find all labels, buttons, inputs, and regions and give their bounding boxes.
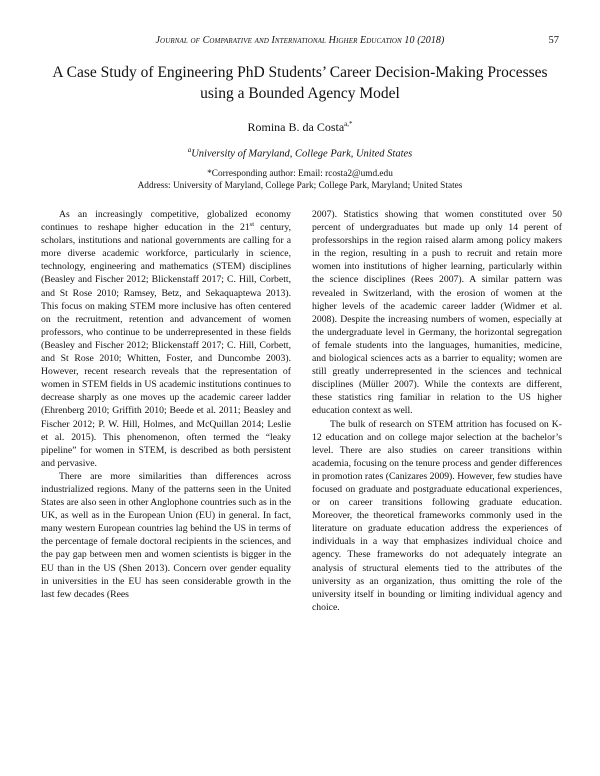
correspondence-block bbox=[0, 168, 600, 192]
paragraph-text: century, scholars, institutions and national governments are calling for a more diverse academic workforce, particularly in science, technology, engineering and mathematics (STEM) disciplines (Beasley and Fischer 2012; Blickenstaff 2017; C. Hill, Corbett, and St Rose 2010; Ramsey, Betz, and Sekaquaptewa 2013). This focus on making STEM more inclusive has often centered on the recruitment, retention and advancement of women professors, who continue to be underrepresented in these fields (Beasley and Fischer 2012; Blickenstaff 2017; C. Hill, Corbett, and St Rose 2010; Whitten, Foster, and Duncombe 2003). However, recent research reveals that the representation of women in STEM fields in US academic institutions continues to decrease sharply as one moves up the academic career ladder (Ehrenberg 2010; Griffith 2010; Beede et al. 2011; Beasley and Fischer 2012; P. W. Hill, Holmes, and McQuillan 2014; Leslie et al. 2015). This phenomenon, often termed the “leaky pipeline” for women in STEM, is described as both persistent and pervasive. bbox=[41, 222, 291, 469]
affiliation-line bbox=[0, 146, 600, 160]
paper-title: A Case Study of Engineering PhD Students’ Career Decision-Making Processes using a Bounded Agency Model bbox=[52, 64, 548, 102]
running-head bbox=[0, 35, 600, 49]
journal-name: Journal of Comparative and International Higher Education 10 (2018) bbox=[155, 35, 445, 46]
paragraph bbox=[41, 208, 291, 470]
right-column bbox=[312, 208, 562, 614]
author-marker: a,* bbox=[344, 120, 353, 128]
paragraph: There are more similarities than differences across industrialized regions. Many of the patterns seen in the United States are also seen in other Anglophone countries such as in the UK, as well as in the European Union (EU) in general. In fact, many western European countries lag behind the US in terms of the percentage of female doctoral recipients in the sciences, and the pay gap between men and women scientists is bigger in the EU than in the US (Shen 2013). Concern over gender equality in universities in the EU has seen considerable growth in the last few decades (Rees bbox=[41, 470, 291, 600]
affiliation-text: University of Maryland, College Park, United States bbox=[191, 148, 413, 160]
affiliation-marker: a bbox=[187, 146, 192, 154]
paragraph: The bulk of research on STEM attrition has focused on K-12 education and on college major selection at the bachelor’s level. There are also studies on career transitions within academia, focusing on the tenure process and gender differences in promotion rates (Canizares 2009). However, few studies have focused on graduate and postgraduate educational experiences, or on career transitions following graduate education. Moreover, the theoretical frameworks commonly used in the literature on graduate education address the experiences of individuals in a way that emphasizes individual choice and agency. These frameworks do not adequately integrate an analysis of structural elements tied to the attributes of the university as an organization, thus omitting the role of the university itself in bounding or limiting individual agency and choice. bbox=[312, 418, 562, 613]
page-number: 57 bbox=[548, 35, 559, 46]
author-name: Romina B. da Costa bbox=[247, 120, 345, 134]
corresponding-email: *Corresponding author: Email: rcosta2@umd.edu bbox=[207, 169, 393, 179]
author-line bbox=[0, 120, 600, 135]
ordinal-superscript: st bbox=[249, 220, 255, 228]
left-column bbox=[41, 208, 291, 601]
paragraph-text: As an increasingly competitive, globalized economy continues to reshape higher education in the 21 bbox=[41, 209, 291, 234]
corresponding-address: Address: University of Maryland, College Park; College Park, Maryland; United States bbox=[137, 181, 463, 191]
paragraph-continued: 2007). Statistics showing that women constituted over 50 percent of undergraduates but made up only 14 perent of professorships in the region raised alarm among policy makers in the region, resulting in a push to recruit and retain more women into institutions of higher learning, particularly within the science disciplines (Rees 2007). A similar pattern was revealed in Switzerland, with the erosion of women at the higher levels of the academic career ladder (Widmer et al. 2008). Despite the increasing numbers of women, especially at the undergraduate level in Germany, the horizontal segregation of female students into the languages, humanities, medicine, and biological sciences acts as a barrier to equality; women are still greatly underrepresented in the sciences and technical disciplines (Müller 2007). While the contexts are different, these statistics ring familiar in relation to the US higher education context as well. bbox=[312, 209, 562, 417]
